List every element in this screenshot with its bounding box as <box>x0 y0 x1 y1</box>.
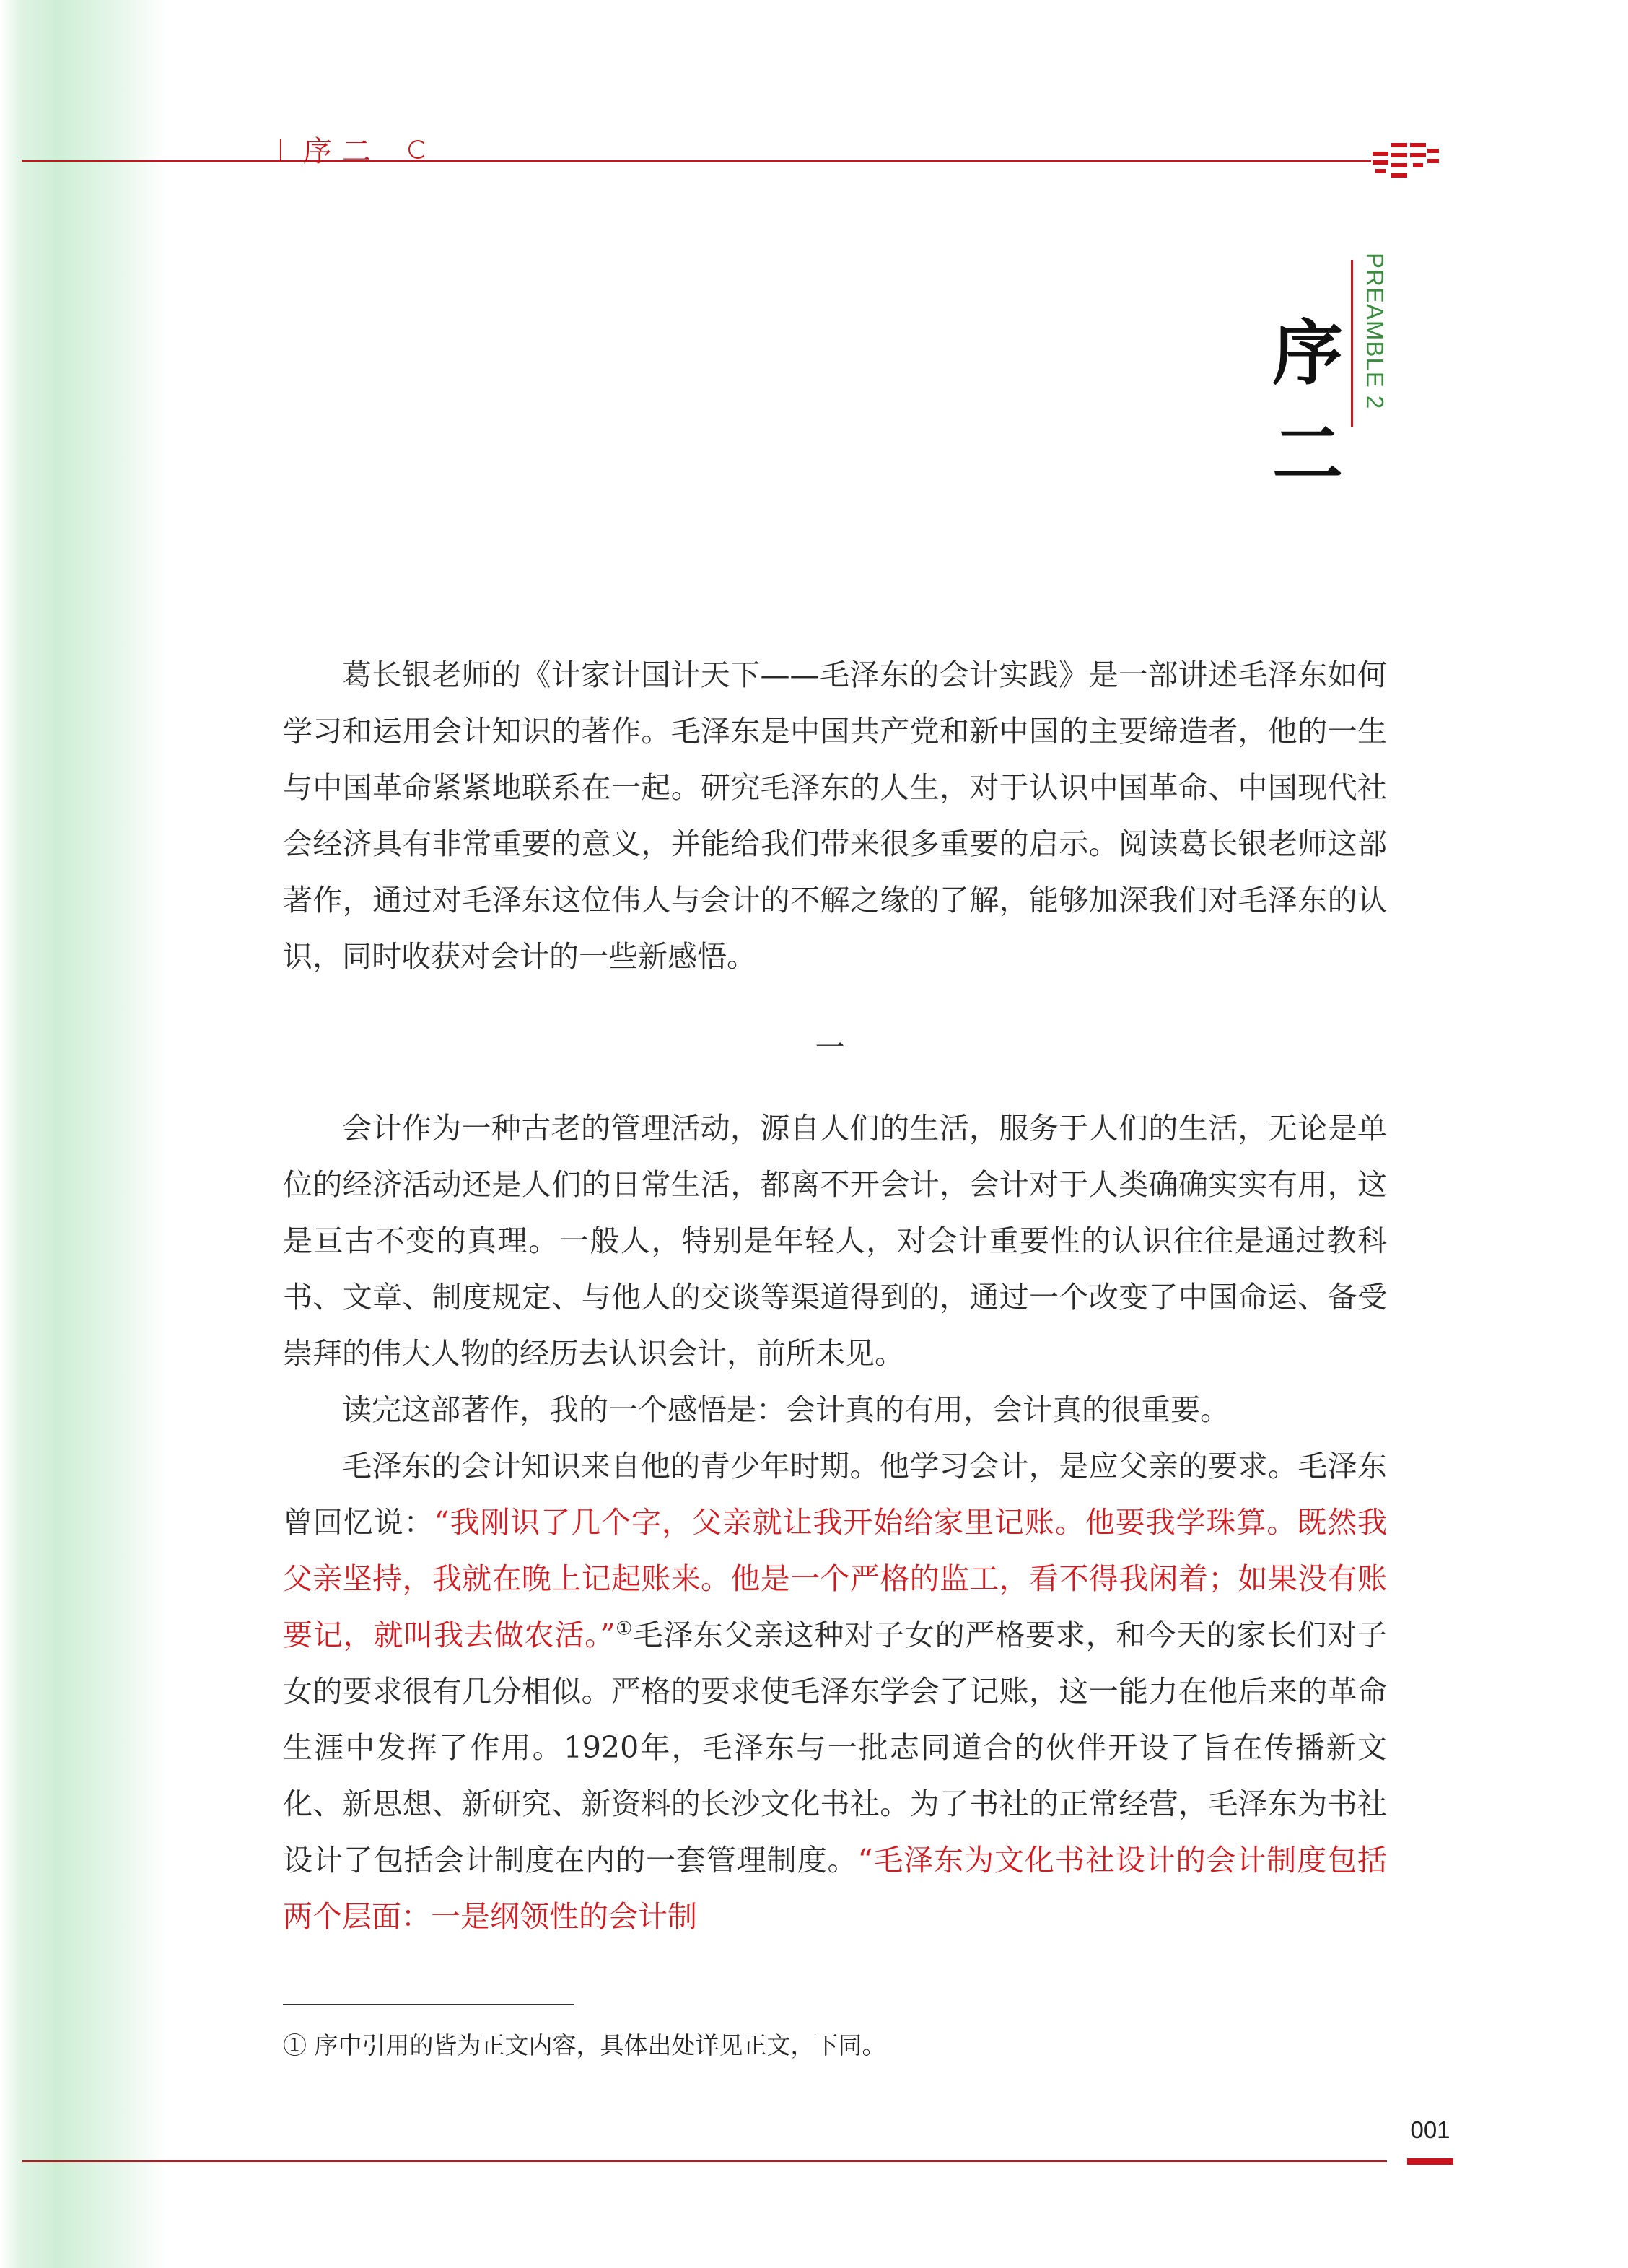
paragraph-3-lead: 毛泽东的会计知识来自他的青少年时期。他学习会计，是应父亲的要求。毛泽东曾回忆说： <box>283 1449 1387 1540</box>
footnote-rule <box>283 2004 574 2005</box>
paragraph-1: 会计作为一种古老的管理活动，源自人们的生活，服务于人们的生活，无论是单位的经济活动还是人们的日常生活，都离不开会计，会计对于人类确确实实有用，这是亘古不变的真理。一般人，特别是年轻人，对会计重要性的认识往往是通过教科书、文章、制度规定、与他人的交谈等渠道得到的，通过一个改变了中国命运、备受崇拜的伟大人物的经历去认识会计，前所未见。 <box>283 1111 1387 1371</box>
page-number: 001 <box>1410 2116 1450 2143</box>
paragraph-3 <box>283 1438 1387 1945</box>
header-tick-mark <box>280 139 281 162</box>
header-rule <box>22 160 1371 162</box>
intro-paragraph-block <box>283 647 1387 985</box>
page-number-bar <box>1407 2158 1453 2165</box>
chapter-english-title: PREAMBLE 2 <box>1362 253 1388 410</box>
quotation-red-continued: “毛泽东为文化书社设计的会计制度包括两个层面：一是纲领性的会计制 <box>283 1843 1387 1934</box>
section-one-body <box>283 1100 1387 1945</box>
intro-paragraph: 葛长银老师的《计家计国计天下——毛泽东的会计实践》是一部讲述毛泽东如何学习和运用会计知识的著作。毛泽东是中国共产党和新中国的主要缔造者，他的一生与中国革命紧紧地联系在一起。研究毛泽东的人生，对于认识中国革命、中国现代社会经济具有非常重要的意义，并能给我们带来很多重要的启示。阅读葛长银老师这部著作，通过对毛泽东这位伟人与会计的不解之缘的了解，能够加深我们对毛泽东的认识，同时收获对会计的一些新感悟。 <box>283 658 1387 974</box>
header-swirl-ornament <box>408 140 427 159</box>
quotation-red: “我刚识了几个字，父亲就让我开始给家里记账。他要我学珠算。既然我父亲坚持，我就在晚上记起账来。他是一个严格的监工，看不得我闲着；如果没有账要记，就叫我去做农活。” <box>283 1505 1387 1652</box>
paragraph-2: 读完这部著作，我的一个感悟是：会计真的有用，会计真的很重要。 <box>342 1392 1230 1427</box>
chapter-title-rule <box>1351 260 1353 427</box>
running-header-label: 序二 <box>303 135 381 168</box>
footnote: ① 序中引用的皆为正文内容，具体出处详见正文，下同。 <box>283 2031 886 2059</box>
paragraph-3-body: 毛泽东父亲这种对子女的严格要求，和今天的家长们对子女的要求很有几分相似。严格的要求使毛泽东学会了记账，这一能力在他后来的革命生涯中发挥了作用。1920年，毛泽东与一批志同道合的伙伴开设了旨在传播新文化、新思想、新研究、新资料的长沙文化书社。为了书社的正常经营，毛泽东为书社设计了包括会计制度在内的一套管理制度。 <box>283 1618 1388 1877</box>
footnote-marker: ① <box>615 1618 634 1640</box>
chapter-title: 序二 <box>1272 312 1343 496</box>
footer-rule <box>22 2160 1387 2162</box>
corner-ornament-icon <box>1370 141 1442 185</box>
side-green-strip <box>0 0 166 2268</box>
section-number: 一 <box>815 1030 845 1065</box>
